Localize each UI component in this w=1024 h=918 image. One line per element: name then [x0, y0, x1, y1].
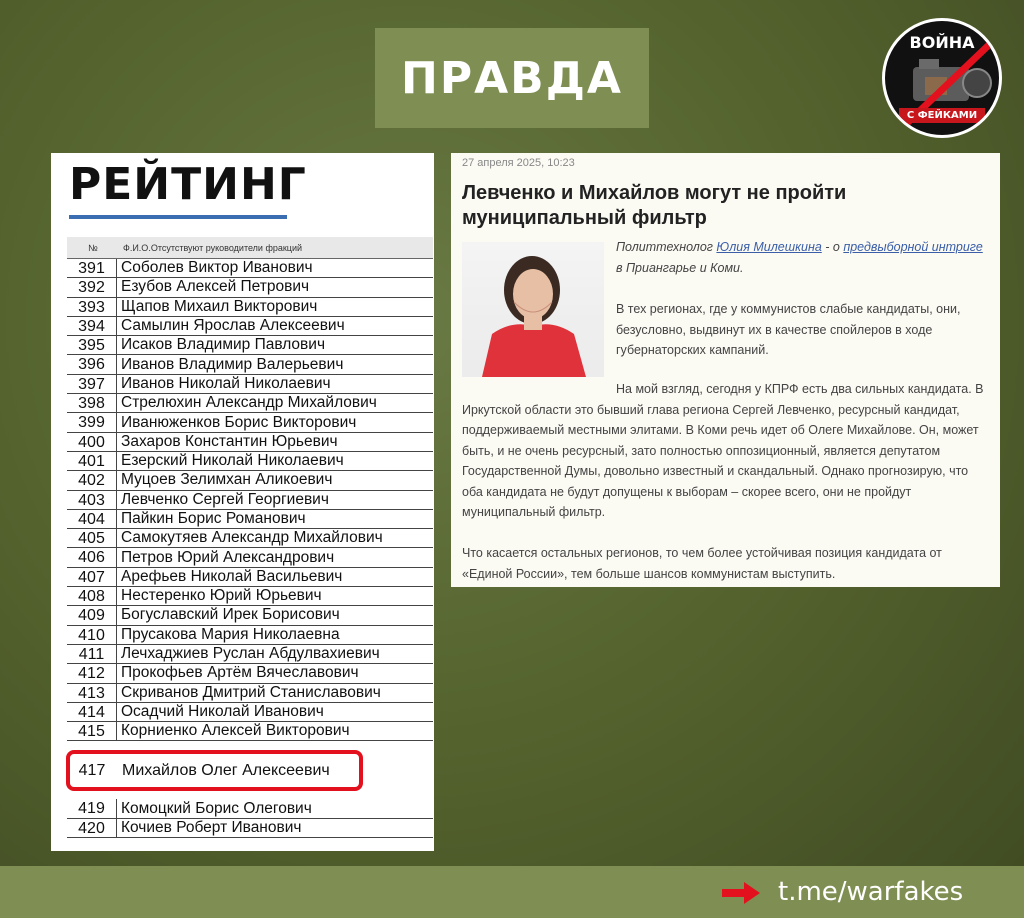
col-num-header: №	[88, 242, 98, 253]
highlight-name: Михайлов Олег Алексеевич	[122, 761, 330, 779]
row-name: Соболев Виктор Иванович	[121, 259, 313, 277]
row-num: 402	[67, 471, 117, 489]
row-name: Муцоев Зелимхан Аликоевич	[121, 471, 333, 489]
row-num: 420	[67, 819, 117, 837]
table-row	[67, 568, 433, 587]
logo-bottom-text: С ФЕЙКАМИ	[899, 108, 985, 123]
row-num: 405	[67, 529, 117, 547]
row-num: 414	[67, 703, 117, 721]
row-name: Пайкин Борис Романович	[121, 510, 306, 527]
row-name: Щапов Михаил Викторович	[121, 297, 318, 315]
table-row	[67, 491, 433, 510]
row-name: Самокутяев Александр Михайлович	[121, 529, 383, 547]
arrow-right-icon	[722, 882, 762, 904]
row-name: Исаков Владимир Павлович	[121, 336, 326, 354]
table-row	[67, 336, 433, 355]
highlight-num: 417	[78, 761, 106, 779]
table-row	[67, 317, 433, 336]
table-row	[67, 664, 433, 683]
article-date: 27 апреля 2025, 10:23	[462, 157, 575, 169]
warfakes-logo	[882, 18, 1002, 138]
row-name: Стрелюхин Александр Михайлович	[121, 394, 377, 412]
article-intro	[616, 237, 986, 278]
table-row	[67, 722, 433, 741]
row-name: Комоцкий Борис Олегович	[121, 799, 312, 817]
row-num: 404	[67, 510, 117, 528]
table-row	[67, 587, 433, 606]
row-name: Кочиев Роберт Иванович	[121, 818, 302, 836]
table-row	[67, 548, 433, 567]
row-name: Лечхаджиев Руслан Абдулвахиевич	[121, 645, 380, 663]
table-row	[67, 645, 433, 664]
rating-underline	[69, 215, 287, 219]
article-title: Левченко и Михайлов могут не пройти муниципальный фильтр	[462, 182, 847, 229]
col-name-header: Ф.И.О.Отсутствуют руководители фракций	[123, 242, 303, 253]
row-name: Богуславский Ирек Борисович	[121, 606, 340, 624]
row-name: Скриванов Дмитрий Станиславович	[121, 683, 381, 701]
row-name: Иванов Николай Николаевич	[121, 374, 331, 392]
row-name: Петров Юрий Александрович	[121, 548, 335, 566]
row-num: 394	[67, 317, 117, 335]
row-name: Корниенко Алексей Викторович	[121, 722, 350, 740]
table-row	[67, 355, 433, 374]
row-num: 392	[67, 278, 117, 296]
row-name: Осадчий Николай Иванович	[121, 702, 324, 720]
highlighted-row	[66, 750, 363, 791]
row-num: 407	[67, 568, 117, 586]
article-paragraph-1: В тех регионах, где у коммунистов слабые кандидаты, они, безусловно, выдвинут их в качестве спойлеров в ходе губернаторских кампаний.	[616, 302, 961, 357]
author-photo	[462, 242, 604, 377]
table-row	[67, 819, 433, 838]
author-link[interactable]: Юлия Милешкина	[716, 240, 822, 254]
table-row	[67, 278, 433, 297]
table-row	[67, 606, 433, 625]
table-row	[67, 703, 433, 722]
row-num: 409	[67, 606, 117, 624]
row-num: 403	[67, 491, 117, 509]
article-paragraph-2: На мой взгляд, сегодня у КПРФ есть два сильных кандидата. В Иркутской области это бывший глава региона Сергей Левченко, ресурсный кандидат, поддерживаемый местными элитами. В Коми речь идет об Олеге Михайлове. Он, может быть, и не очень ресурсный, зато полностью оппозиционный, является депутатом Государственной Думы, довольно известный и скандальный. Однако прогнозирую, что оба кандидата не будут допущены к выборам – скорее всего, они не пройдут муниципальный фильтр.	[462, 382, 984, 519]
intro-prefix: Политтехнолог	[616, 240, 717, 254]
row-num: 399	[67, 413, 117, 431]
row-num: 401	[67, 452, 117, 470]
logo-top-text: ВОЙНА	[909, 33, 975, 52]
row-num: 406	[67, 548, 117, 566]
row-name: Езерский Николай Николаевич	[121, 452, 344, 470]
table-row	[67, 626, 433, 645]
row-num: 397	[67, 375, 117, 393]
article-panel	[451, 153, 1000, 587]
row-num: 396	[67, 355, 117, 373]
rating-title: РЕЙТИНГ	[69, 159, 307, 210]
rating-panel	[51, 153, 434, 851]
row-num: 398	[67, 394, 117, 412]
header-title: ПРАВДА	[401, 52, 623, 104]
row-num: 408	[67, 587, 117, 605]
row-name: Прусакова Мария Николаевна	[121, 625, 340, 643]
row-num: 400	[67, 433, 117, 451]
intro-suffix: в Приангарье и Коми.	[616, 260, 744, 275]
table-row	[67, 684, 433, 703]
table-row	[67, 799, 433, 818]
article-paragraph-3: Что касается остальных регионов, то чем более устойчивая позиция кандидата от «Единой России», тем больше шансов коммунистам выступить.	[462, 546, 942, 581]
row-name: Иванов Владимир Валерьевич	[121, 355, 344, 373]
header-banner	[375, 28, 649, 128]
portrait-image	[462, 242, 604, 377]
row-num: 413	[67, 684, 117, 702]
table-row	[67, 471, 433, 490]
row-name: Арефьев Николай Васильевич	[121, 567, 343, 585]
table-row	[67, 375, 433, 394]
telegram-link[interactable]: t.me/warfakes	[778, 877, 964, 907]
row-num: 391	[67, 259, 117, 277]
footer-bar	[0, 866, 1024, 918]
row-name: Захаров Константин Юрьевич	[121, 432, 338, 450]
row-name: Левченко Сергей Георгиевич	[121, 490, 329, 508]
row-num: 412	[67, 664, 117, 682]
row-name: Езубов Алексей Петрович	[121, 278, 310, 296]
table-row	[67, 529, 433, 548]
table-row	[67, 298, 433, 317]
table-row	[67, 413, 433, 432]
intro-mid: - о	[821, 240, 844, 254]
table-row	[67, 510, 433, 529]
row-num: 419	[67, 799, 117, 817]
row-num: 415	[67, 722, 117, 740]
table-row	[67, 452, 433, 471]
row-name: Нестеренко Юрий Юрьевич	[121, 587, 322, 605]
intrigue-link[interactable]: предвыборной интриге	[843, 240, 983, 254]
table-row	[67, 259, 433, 278]
row-num: 393	[67, 298, 117, 316]
row-name: Прокофьев Артём Вячеславович	[121, 664, 359, 682]
rating-table-header	[67, 237, 433, 259]
row-num: 411	[67, 645, 117, 663]
table-row	[67, 394, 433, 413]
row-name: Иванюженков Борис Викторович	[121, 413, 357, 431]
table-row	[67, 433, 433, 452]
row-name: Самылин Ярослав Алексеевич	[121, 317, 345, 335]
row-num: 395	[67, 336, 117, 354]
row-num: 410	[67, 626, 117, 644]
